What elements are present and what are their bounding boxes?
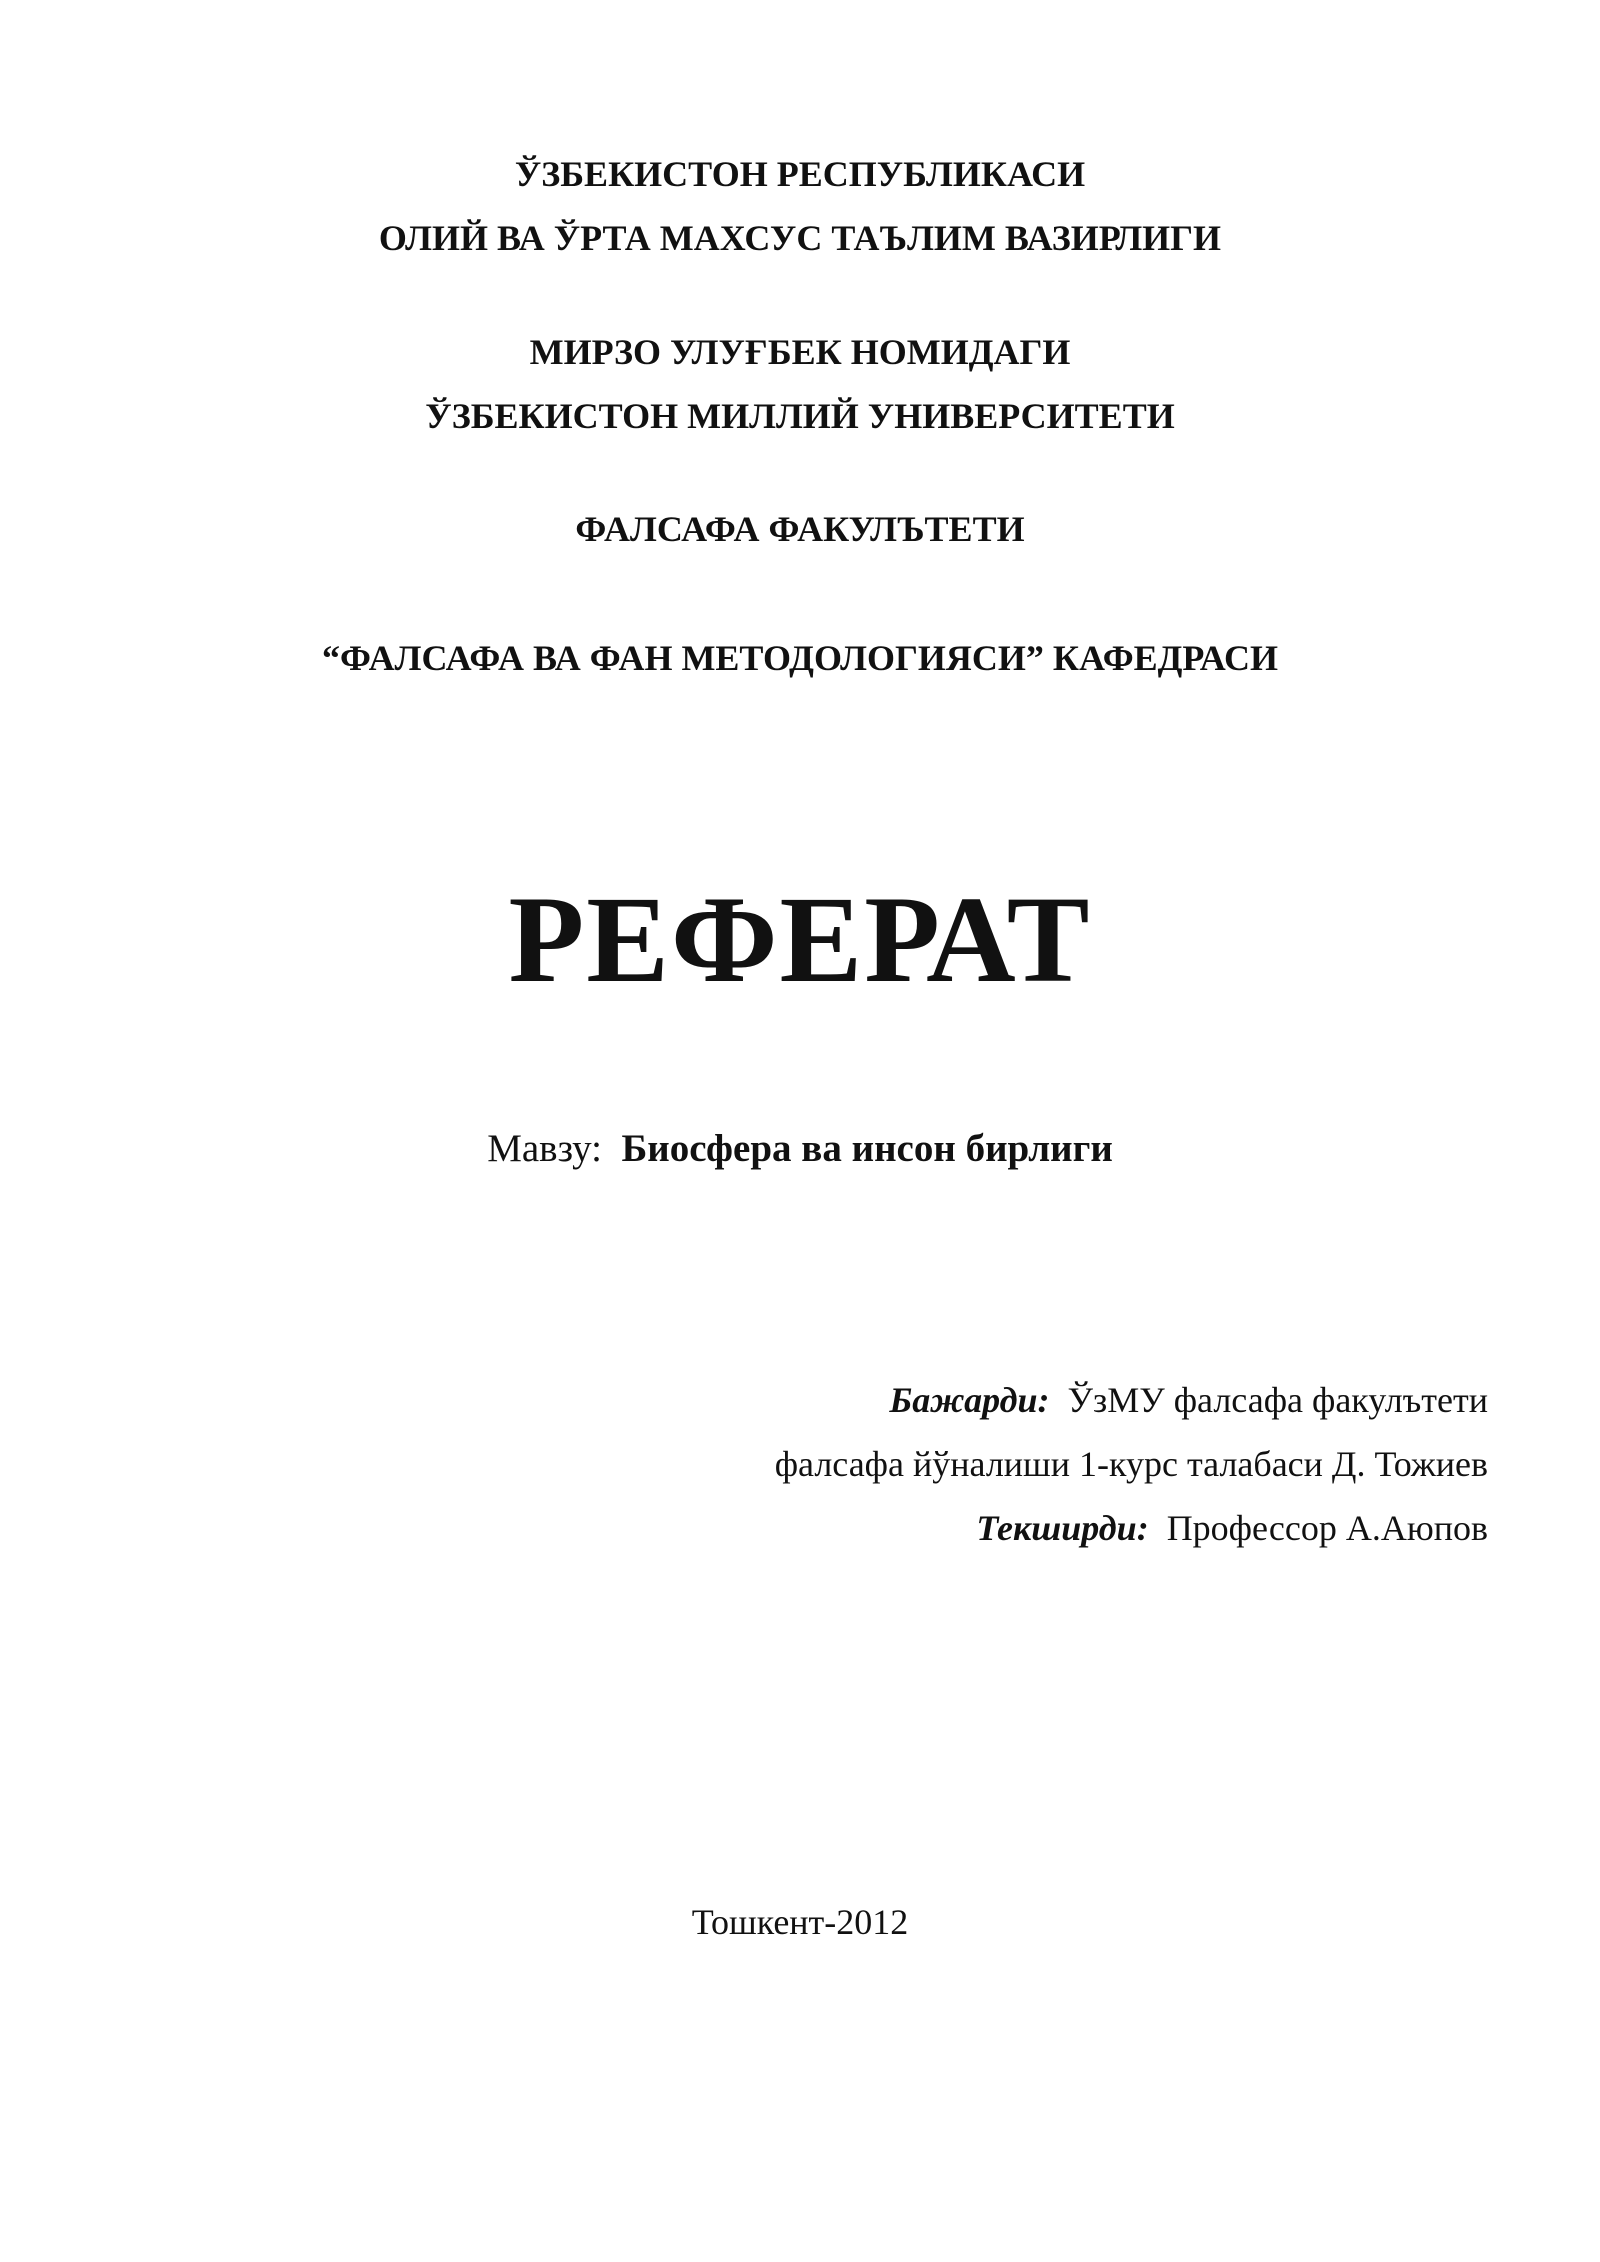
topic-line — [0, 1125, 1600, 1173]
performer-affiliation: ЎзМУ фалсафа факулътети — [1067, 1380, 1488, 1420]
topic-value: Биосфера ва инсон бирлиги — [621, 1127, 1113, 1170]
topic-label: Мавзу: — [487, 1127, 602, 1170]
republic-heading: ЎЗБЕКИСТОН РЕСПУБЛИКАСИ — [514, 154, 1086, 194]
department-heading: “ФАЛСАФА ВА ФАН МЕТОДОЛОГИЯСИ” КАФЕДРАСИ — [321, 638, 1279, 678]
city-year: Тошкент-2012 — [691, 1902, 909, 1942]
reviewer-line — [976, 1506, 1488, 1550]
performer-line-1 — [889, 1378, 1488, 1422]
university-name-line-2: ЎЗБЕКИСТОН МИЛЛИЙ УНИВЕРСИТЕТИ — [425, 396, 1175, 436]
document-title: РЕФЕРАТ — [508, 871, 1092, 1008]
reviewer-label: Текширди: — [976, 1508, 1149, 1548]
performer-label: Бажарди: — [889, 1380, 1050, 1420]
performer-line-2: фалсафа йўналиши 1-курс талабаси Д. Тожиев — [774, 1444, 1488, 1484]
university-name-line-1: МИРЗО УЛУҒБЕК НОМИДАГИ — [529, 332, 1071, 372]
reviewer-name: Профессор А.Аюпов — [1166, 1508, 1488, 1548]
faculty-heading: ФАЛСАФА ФАКУЛЪТЕТИ — [575, 509, 1025, 549]
ministry-heading: ОЛИЙ ВА ЎРТА МАХСУС ТАЪЛИМ ВАЗИРЛИГИ — [378, 218, 1222, 258]
